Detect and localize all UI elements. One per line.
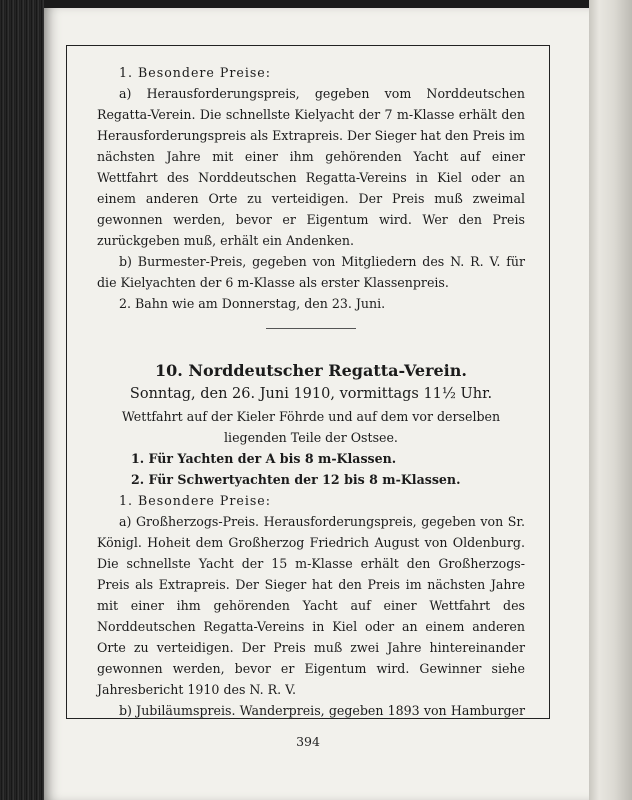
course-item: 2. Bahn wie am Donnerstag, den 23. Juni. [119,296,386,311]
section-date: Sonntag, den 26. Juni 1910, vormittags 11½ Uhr. [129,386,493,402]
prize-paragraph-a-top: a) Herausforderungspreis, gegeben vom Norddeutschen Regatta-Verein. Die schnellste Kielyacht der 7 m-Klasse erhält den Herausforderungspreis als Extrapreis. Der Sieger hat den Preis im nächsten Jahre mit einer ihm gehörenden Yacht auf einer Wettfahrt des Norddeutschen Regatta-Vereins in Kiel oder an einem anderen Orte zu verteidigen. Der Preis muß zweimal gewonnen werden, bevor er Eigentum wird. Wer den Preis zurückgeben muß, erhält ein Andenken. [97,86,525,248]
prize-paragraph-b: b) Jubiläumspreis. Wanderpreis, gegeben 1893 von Hamburger [119,703,525,718]
facing-page-edge [589,0,632,800]
prize-paragraph-a: a) Großherzogs-Preis. Herausforderungspreis, gegeben von Sr. Königl. Hoheit dem Großherzog Friedrich August von Oldenburg. Die schnellste Yacht der 15 m-Klasse erhält den Großherzogs-Preis als Extrapreis. Der Sieger hat den Preis im nächsten Jahre mit einer ihm gehörenden Yacht auf einer Wettfahrt des Norddeutschen Regatta-Vereins in Kiel oder an einem anderen Orte zu verteidigen. Der Preis muß zwei Jahre hintereinander gewonnen werden, bevor er Eigentum wird. Gewinner siehe Jahresbericht 1910 des N. R. V. [97,514,525,697]
section-title: 10. Norddeutscher Regatta-Verein. [155,361,467,380]
special-prizes-heading-top: 1. Besondere Preise: [119,65,272,80]
class-line-2: 2. Für Schwertyachten der 12 bis 8 m-Klassen. [131,472,461,487]
prize-paragraph-b-top: b) Burmester-Preis, gegeben von Mitgliedern des N. R. V. für die Kielyachten der 6 m-Klasse als erster Klassenpreis. [97,254,525,290]
page-text-frame [66,45,550,719]
page-number: 394 [296,734,320,749]
class-line-1: 1. Für Yachten der A bis 8 m-Klassen. [131,451,397,466]
section-venue: Wettfahrt auf der Kieler Föhrde und auf dem vor derselben liegenden Teile der Ostsee. [121,409,501,445]
special-prizes-heading: 1. Besondere Preise: [119,493,272,508]
book-spine [0,0,44,800]
section-divider [266,328,356,329]
